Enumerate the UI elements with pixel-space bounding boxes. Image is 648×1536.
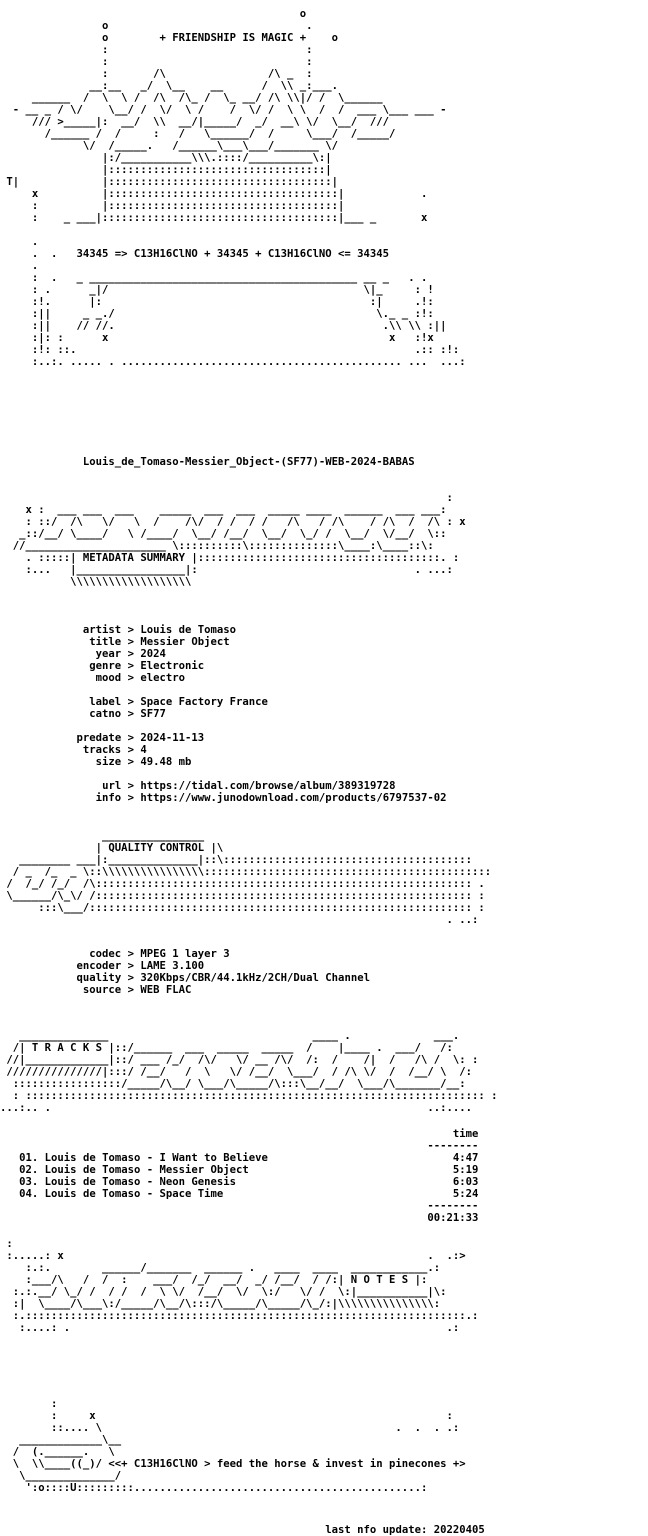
header-ascii-art — [0, 8, 648, 368]
track-number: 04. — [19, 1188, 39, 1200]
ascii-art-line: o . — [0, 20, 313, 32]
ascii-art-line: : _ ___|:::::::::::::::::::::::::::::::::::::|___ _ x — [0, 212, 428, 224]
ascii-art-line: _____________\__ — [0, 1434, 122, 1446]
field-key: encoder — [76, 960, 122, 972]
metadata-summary-banner — [0, 492, 648, 588]
field-key: predate — [76, 732, 122, 744]
ascii-art-line: x |::::::::::::::::::::::::::::::::::::| . — [0, 188, 428, 200]
field-value: Messier Object — [140, 636, 230, 648]
track-time: 4:47 — [452, 1152, 479, 1164]
field-key: artist — [82, 624, 122, 636]
ascii-art-line: ::.... \ . . . .: — [0, 1422, 460, 1434]
track-artist: Louis de Tomaso — [44, 1188, 141, 1200]
field-row-source: source > WEB FLAC — [82, 984, 192, 996]
ascii-art-line: : /\ /\ _ : — [0, 68, 313, 80]
track-time: 5:24 — [452, 1188, 479, 1200]
ascii-art-line: |::::::::::::::::::::::::::::::::::| — [0, 164, 332, 176]
last-update-label: last nfo update: — [325, 1524, 428, 1536]
ascii-art-line: :.:.__/ \_/ / / / / \ \/ /__/ \/ \:/ \/ / \:|___________|\: — [0, 1286, 447, 1298]
ascii-art-line: :... |_________________|: . ...: — [0, 564, 453, 576]
field-row-encoder: encoder > LAME 3.100 — [76, 960, 205, 972]
field-row-url: url > https://tidal.com/browse/album/389319728 — [102, 780, 396, 792]
ascii-art-line: / /_/ /_/ /\::::::::::::::::::::::::::::::::::::::::::::::::::::::::::: . — [0, 878, 485, 890]
ascii-art-line: ':o::::U:::::::::.............................................: — [0, 1482, 428, 1494]
blank-line — [0, 720, 648, 732]
field-row-predate: predate > 2024-11-13 — [76, 732, 205, 744]
field-key: mood — [95, 672, 122, 684]
ascii-art-line: o + FRIENDSHIP IS MAGIC + o — [0, 32, 339, 44]
field-key: year — [95, 648, 122, 660]
ascii-art-line: o — [0, 8, 307, 20]
tracklist — [0, 1128, 648, 1224]
ascii-art-line: /// >_____|: __/ \\ __/|_____/ _/ __\ \/ \__/ /// — [0, 116, 390, 128]
ascii-art-line: /______ / / : / \______/ / \___/ /_____/ — [0, 128, 396, 140]
tracklist-time-header — [0, 1128, 648, 1140]
field-key: url — [102, 780, 122, 792]
field-value: SF77 — [140, 708, 166, 720]
ascii-art-line: ...:.. . ..:.... — [0, 1102, 472, 1114]
blank-line — [0, 684, 648, 696]
track-number: 02. — [19, 1164, 39, 1176]
field-key: catno — [89, 708, 122, 720]
ascii-art-line: : . _|/ \|_ : ! — [0, 284, 434, 296]
ascii-art-line: : x : — [0, 1410, 453, 1422]
ascii-art-line: . :::::| METADATA SUMMARY |::::::::::::::::::::::::::::::::::::::. : — [0, 552, 460, 564]
ascii-art-line: \______/\_\/ /::::::::::::::::::::::::::::::::::::::::::::::::::::::::::: : — [0, 890, 485, 902]
ascii-art-line: ///////////////|:::/ /__/ / \ \/ /__/ \___/ / /\ \/ / /__/ \ /: — [0, 1066, 472, 1078]
ascii-art-line: |:/___________\\\.::::/__________\:| — [0, 152, 332, 164]
ascii-art-line: :|| _ _./ \._ _ :!: — [0, 308, 434, 320]
tracklist-rule-top — [0, 1140, 648, 1152]
field-row-size: size > 49.48 mb — [95, 756, 192, 768]
ascii-art-line: . — [0, 236, 39, 248]
track-artist: Louis de Tomaso — [44, 1164, 141, 1176]
ascii-art-line: :|| // //. .\\ \\ :|| — [0, 320, 447, 332]
ascii-art-line: :| \____/\___\:/_____/\__/\:::/\_____/\_____/\_/:|\\\\\\\\\\\\\\\: — [0, 1298, 441, 1310]
field-row-catno: catno > SF77 — [89, 708, 166, 720]
field-row-quality: quality > 320Kbps/CBR/44.1kHz/2CH/Dual Channel — [76, 972, 370, 984]
field-key: title — [89, 636, 122, 648]
field-key: size — [95, 756, 122, 768]
ascii-art-line: \\\\\\\\\\\\\\\\\\\ — [0, 576, 192, 588]
field-row-title: title > Messier Object — [89, 636, 230, 648]
last-update-value: 20220405 — [433, 1524, 485, 1536]
ascii-art-line: \______________/ — [0, 1470, 122, 1482]
field-value: LAME 3.100 — [140, 960, 205, 972]
track-row: 03. Louis de Tomaso - Neon Genesis 6:03 — [19, 1176, 479, 1188]
ascii-art-line: :....: . .: — [0, 1322, 460, 1334]
field-row-mood: mood > electro — [95, 672, 185, 684]
ascii-art-line: T| |:::::::::::::::::::::::::::::::::::| — [0, 176, 339, 188]
track-artist: Louis de Tomaso — [44, 1176, 141, 1188]
field-row-codec: codec > MPEG 1 layer 3 — [89, 948, 230, 960]
track-row: 04. Louis de Tomaso - Space Time 5:24 — [19, 1188, 479, 1200]
time-header: time — [452, 1128, 479, 1140]
ascii-art-line: :.:. ______/_______ ______ . ____ ____ ____________.: — [0, 1262, 441, 1274]
ascii-art-line: : — [0, 1398, 58, 1410]
quality-control-banner — [0, 830, 648, 926]
ascii-art-line: ______ / \ \ / /\ /\_ / \_ __/ /\ \\|/ / \______ — [0, 92, 383, 104]
ascii-art-line: / (.______. \ — [0, 1446, 115, 1458]
last-nfo-update — [0, 1524, 648, 1536]
quality-list — [0, 948, 648, 996]
tracks-banner — [0, 1030, 648, 1114]
ascii-art-line: : : — [0, 56, 313, 68]
field-row-info: info > https://www.junodownload.com/products/6797537-02 — [95, 792, 447, 804]
ascii-art-line: : . _ __________________________________________ __ _ . . — [0, 272, 428, 284]
ascii-art-line: :::::::::::::::::/_____/\__/ \___/\_____/\:::\__/__/ \___/\_______/__: — [0, 1078, 466, 1090]
ascii-art-line: __:__ _/ \__ __ / \\ _:___. — [0, 80, 339, 92]
field-value: MPEG 1 layer 3 — [140, 948, 230, 960]
ascii-art-line: :!. |: :| .!: — [0, 296, 434, 308]
field-value: Space Factory France — [140, 696, 268, 708]
track-title: Neon Genesis — [159, 1176, 237, 1188]
field-row-label: label > Space Factory France — [89, 696, 268, 708]
field-value: 49.48 mb — [140, 756, 192, 768]
tracklist-rule-bottom — [0, 1200, 648, 1212]
field-value: Louis de Tomaso — [140, 624, 237, 636]
field-key: source — [82, 984, 122, 996]
footer-ascii-art — [0, 1398, 648, 1494]
track-time: 6:03 — [452, 1176, 479, 1188]
field-row-tracks: tracks > 4 — [82, 744, 147, 756]
rule: -------- — [427, 1200, 479, 1212]
field-key: codec — [89, 948, 122, 960]
ascii-art-line: . — [0, 260, 39, 272]
ascii-art-line — [0, 224, 648, 236]
track-row: 02. Louis de Tomaso - Messier Object 5:19 — [19, 1164, 479, 1176]
track-number: 03. — [19, 1176, 39, 1188]
rule: -------- — [427, 1140, 479, 1152]
field-key: genre — [89, 660, 122, 672]
metadata-list — [0, 624, 648, 804]
field-value: 2024 — [140, 648, 166, 660]
field-key: info — [95, 792, 122, 804]
ascii-art-line: //______________________ \::::::::::\::::::::::::::\____:\____::\: — [0, 540, 434, 552]
ascii-art-line: :::\___/:::::::::::::::::::::::::::::::::::::::::::::::::::::::::::: : — [0, 902, 485, 914]
track-artist: Louis de Tomaso — [44, 1152, 141, 1164]
field-row-year: year > 2024 — [95, 648, 166, 660]
ascii-art-line: : :::::::::::::::::::::::::::::::::::::::::::::::::::::::::::::::::::::::: : — [0, 1090, 498, 1102]
track-title: Space Time — [159, 1188, 224, 1200]
field-value: 4 — [140, 744, 147, 756]
track-title: Messier Object — [159, 1164, 249, 1176]
track-row: 01. Louis de Tomaso - I Want to Believe 4:47 — [19, 1152, 479, 1164]
ascii-art-line: | QUALITY CONTROL |\ — [0, 842, 224, 854]
ascii-art-line: :.:::::::::::::::::::::::::::::::::::::::::::::::::::::::::::::::::::::.: — [0, 1310, 479, 1322]
ascii-art-line: . . 34345 => C13H16ClNO + 34345 + C13H16ClNO <= 34345 — [0, 248, 390, 260]
release-name — [0, 456, 648, 468]
ascii-art-line: : — [0, 492, 453, 504]
blank-line — [0, 768, 648, 780]
field-value: electro — [140, 672, 185, 684]
field-value: https://tidal.com/browse/album/389319728 — [140, 780, 396, 792]
total-time: 00:21:33 — [427, 1212, 479, 1224]
ascii-art-line: :___/\ / / : ___/ /_/ __/ _/ /__/ / /:| N O T E S |: — [0, 1274, 428, 1286]
ascii-art-line: ________ ___|:______________|::\::::::::::::::::::::::::::::::::::::::: — [0, 854, 472, 866]
ascii-art-line: : : — [0, 44, 313, 56]
ascii-art-line: :|: : x x :!x — [0, 332, 434, 344]
ascii-art-line: x : ___ ___ ___ _____ ___ ___ _____ ____ ______ ___ ___: — [0, 504, 447, 516]
ascii-art-line: / _ /_ _ \::\\\\\\\\\\\\\\\\::::::::::::::::::::::::::::::::::::::::::::: — [0, 866, 492, 878]
ascii-art-line: . ..: — [0, 914, 479, 926]
ascii-art-line: ________________ — [0, 830, 205, 842]
field-key: quality — [76, 972, 122, 984]
ascii-art-line: : ::/ /\ \/ \ / /\/ / / / / /\ / /\ / /\ / /\ : x — [0, 516, 466, 528]
ascii-art-line: :..:. ..... . ............................................ ... ...: — [0, 356, 466, 368]
field-value: Electronic — [140, 660, 205, 672]
tracklist-total — [0, 1212, 648, 1224]
field-key: tracks — [82, 744, 122, 756]
field-value: https://www.junodownload.com/products/6797537-02 — [140, 792, 447, 804]
track-title: I Want to Believe — [159, 1152, 268, 1164]
field-value: 320Kbps/CBR/44.1kHz/2CH/Dual Channel — [140, 972, 370, 984]
ascii-art-line: /| T R A C K S |::/______ ___ _____ _____ / |____ . ___/ /: — [0, 1042, 453, 1054]
ascii-art-line: \ \\____((_)/ <<+ C13H16ClNO > feed the horse & invest in pinecones +> — [0, 1458, 466, 1470]
ascii-art-line: :!: ::. .:: :!: — [0, 344, 460, 356]
ascii-art-line: :.....: x . .:> — [0, 1250, 466, 1262]
ascii-art-line: _::/__/ \____/ \ /____/ \__/ /__/ \__/ \_/ / \__/ \/__/ \:: — [0, 528, 447, 540]
ascii-art-line: - __ _ / \/ \__/ / \/ \ / / \/ / \ \ / / ___ \___ ___ - — [0, 104, 447, 116]
ascii-art-line: //|_____________|::/ ___ /_/ /\/ \/ __ /\/ /: / /| / /\ / \: : — [0, 1054, 479, 1066]
ascii-art-line: : — [0, 1238, 13, 1250]
field-row-artist: artist > Louis de Tomaso — [82, 624, 237, 636]
field-key: label — [89, 696, 122, 708]
release-name-text: Louis_de_Tomaso-Messier_Object-(SF77)-WEB-2024-BABAS — [82, 456, 415, 468]
notes-banner — [0, 1238, 648, 1334]
ascii-art-line: : |::::::::::::::::::::::::::::::::::::| — [0, 200, 345, 212]
ascii-art-line: ______________ ____ . ___. — [0, 1030, 460, 1042]
field-row-genre: genre > Electronic — [89, 660, 205, 672]
field-value: WEB FLAC — [140, 984, 192, 996]
track-number: 01. — [19, 1152, 39, 1164]
field-value: 2024-11-13 — [140, 732, 205, 744]
track-time: 5:19 — [452, 1164, 479, 1176]
ascii-art-line: \/ /_____. /______\___\___/_______ \/ — [0, 140, 339, 152]
